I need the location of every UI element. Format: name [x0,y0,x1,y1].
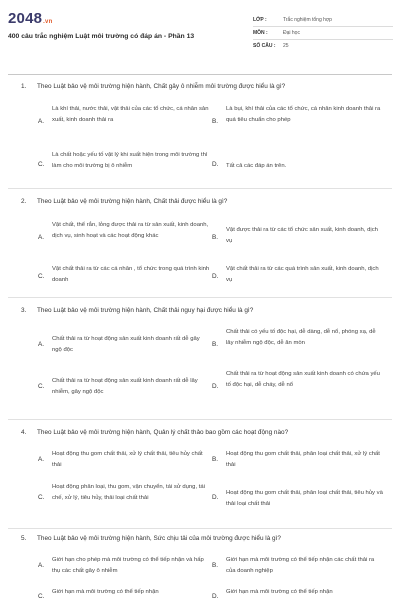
option-text: Vật chất thải ra từ các cá nhân , tổ chức trong quá trình kinh doanh [52,266,210,283]
option-text: Tất cả các đáp án trên. [226,163,287,169]
option-letter: B. [212,234,219,241]
question-divider [8,419,392,420]
option-letter: C. [38,383,45,390]
option-letter: B. [212,562,219,569]
site-logo[interactable] [8,10,52,27]
question-text [21,429,288,436]
option-letter: C. [38,273,45,280]
question-number: 5. [21,535,27,542]
option-letter: D. [212,383,219,390]
meta-label: MÔN : [253,30,268,36]
question-number: 3. [21,307,27,314]
option-letter: C. [38,593,45,600]
question-text [21,307,253,314]
option-text: Giới hạn mà môi trường có thể tiếp nhận các chất thải ra của doanh nghiệp [226,557,375,574]
meta-row-subject [253,27,393,40]
option-text: Giới hạn cho phép mà môi trường có thể tiếp nhận và hấp thụ các chất gây ô nhiễm [52,557,204,574]
option-letter: B. [212,456,219,463]
page-title: 400 câu trắc nghiệm Luật môi trường có đáp án - Phần 13 [8,33,195,40]
logo-text: 2048 [8,10,43,27]
option-letter: B. [212,118,219,125]
question-number: 1. [21,83,27,90]
document-header [0,0,400,78]
option-letter: D. [212,161,219,168]
question-stem: Theo Luật bảo vệ môi trường hiện hành, Quản lý chất thảo bao gồm các hoạt động nào? [37,429,289,436]
option-letter: A. [38,234,45,241]
option-text: Chất thải ra từ hoạt động sản xuất kinh doanh rất dễ lây nhiễm, gây ngộ độc [52,378,198,395]
option-text: Là bụi, khí thải của các tổ chức, cá nhân kinh doanh thải ra quá tiêu chuẩn cho phép [226,106,381,123]
option-letter: A. [38,341,45,348]
question-divider [8,528,392,529]
question-stem: Theo Luật bảo vệ môi trường hiện hành, Sức chịu tải của môi trường được hiểu là gì? [37,535,281,542]
option-text: Hoạt động thu gom chất thải, phân loại chất thải, xử lý chất thải [226,451,380,468]
option-letter: A. [38,562,45,569]
header-divider [8,74,392,75]
question-text [21,83,285,90]
meta-label: LỚP : [253,17,267,23]
meta-row-class [253,14,393,27]
option-text: Hoạt động phân loại, thu gom, vận chuyển, tái sử dụng, tái chế, xử lý, tiêu hủy, thải loại chất thải [52,484,205,501]
option-text: Giới hạn mà môi trường có thể tiếp nhận [52,589,159,595]
meta-value: Trắc nghiệm tổng hợp [283,17,332,23]
question-stem: Theo Luật bảo vệ môi trường hiện hành, Chất thải được hiểu là gì? [37,198,228,205]
meta-value: 25 [283,43,289,49]
question-stem: Theo Luật bảo vệ môi trường hiện hành, Chất gây ô nhiễm môi trường được hiểu là gì? [37,83,286,90]
option-text: Là khí thải, nước thải, vật thải của các tổ chức, cá nhân sản xuất, kinh doanh thải ra [52,106,209,123]
option-text: Chất thải ra từ hoạt động sản xuất kinh doanh có chứa yếu tố độc hại, dễ cháy, dễ nổ [226,371,380,388]
question-divider [8,188,392,189]
option-letter: D. [212,593,219,600]
question-stem: Theo Luật bảo vệ môi trường hiện hành, Chất thải nguy hại được hiểu là gì? [37,307,254,314]
option-text: Vật chất thải ra từ các quá trình sản xuất, kinh doanh, dịch vụ [226,266,379,283]
option-text: Giới hạn mà môi trường có thể tiếp nhận [226,589,333,595]
meta-label: SỐ CÂU : [253,43,276,49]
meta-table [253,14,393,53]
question-divider [8,297,392,298]
option-letter: B. [212,341,219,348]
option-letter: A. [38,118,45,125]
option-letter: C. [38,161,45,168]
question-text [21,198,227,205]
question-number: 4. [21,429,27,436]
meta-row-count [253,40,393,53]
question-text [21,535,281,542]
option-text: Hoạt động thu gom chất thải, xử lý chất thải, tiêu hủy chất thải [52,451,203,468]
meta-value: Đại học [283,30,300,36]
option-letter: D. [212,494,219,501]
option-letter: D. [212,273,219,280]
question-number: 2. [21,198,27,205]
option-text: Hoạt động thu gom chất thải, phân loại chất thải, tiêu hủy và thải loại chất thải [226,490,383,507]
option-text: Là chất hoặc yếu tố vật lý khi xuất hiện trong môi trường thì làm cho môi trường bị ô nhiễm [52,152,208,169]
option-text: Vật được thải ra từ các tổ chức sản xuất, kinh doanh, dịch vụ [226,227,378,244]
option-text: Chất thải ra từ hoạt động sản xuất kinh doanh rất dễ gây ngộ độc [52,336,200,353]
option-letter: A. [38,456,45,463]
option-text: Chất thải có yếu tố độc hại, dễ dàng, dễ nổ, phóng xạ, dễ lây nhiễm ngộ độc, dễ ăn mòn [226,329,376,346]
option-text: Vật chất, thể rắn, lỏng được thải ra từ sản xuất, kinh doanh, dịch vụ, sinh hoạt và các hoạt động khác [52,222,209,239]
option-letter: C. [38,494,45,501]
logo-suffix: .vn [43,19,53,25]
